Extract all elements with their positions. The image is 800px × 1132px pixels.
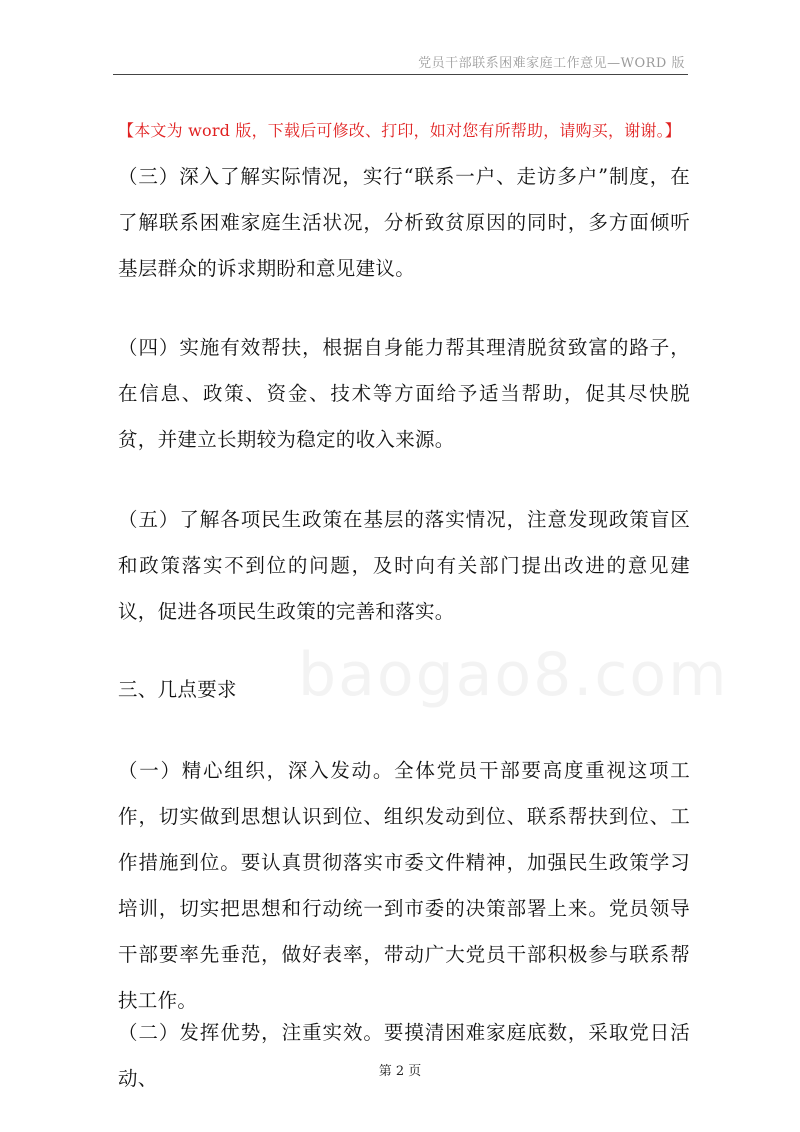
paragraph-item-3: （三）深入了解实际情况，实行“联系一户、走访多户”制度，在了解联系困难家庭生活状况，分析致贫原因的同时，多方面倾听基层群众的诉求期盼和意见建议。 <box>118 165 690 280</box>
site-watermark: baogao8.com <box>298 640 729 710</box>
download-notice: 【本文为 word 版，下载后可修改、打印，如对您有所帮助，请购买，谢谢。】 <box>118 121 681 140</box>
paragraph-item-5: （五）了解各项民生政策在基层的落实情况，注意发现政策盲区和政策落实不到位的问题，及时向有关部门提出改进的意见建议，促进各项民生政策的完善和落实。 <box>118 508 690 623</box>
section-heading-requirements: 三、几点要求 <box>118 678 237 701</box>
paragraph-requirement-2: （二）发挥优势，注重实效。要摸清困难家庭底数，采取党日活动、 <box>118 1021 690 1090</box>
page-number: 第 2 页 <box>378 1064 422 1079</box>
document-header-title: 党员干部联系困难家庭工作意见—WORD 版 <box>418 56 685 71</box>
paragraph-item-4: （四）实施有效帮扶，根据自身能力帮其理清脱贫致富的路子，在信息、政策、资金、技术等方面给予适当帮助，促其尽快脱贫，并建立长期较为稳定的收入来源。 <box>118 336 690 451</box>
paragraph-requirement-1: （一）精心组织，深入发动。全体党员干部要高度重视这项工作，切实做到思想认识到位、组织发动到位、联系帮扶到位、工作措施到位。要认真贯彻落实市委文件精神，加强民生政策学习培训，切实把思想和行动统一到市委的决策部署上来。党员领导干部要率先垂范，做好表率，带动广大党员干部积极参与联系帮扶工作。 <box>118 759 690 1012</box>
header-divider <box>113 74 688 75</box>
